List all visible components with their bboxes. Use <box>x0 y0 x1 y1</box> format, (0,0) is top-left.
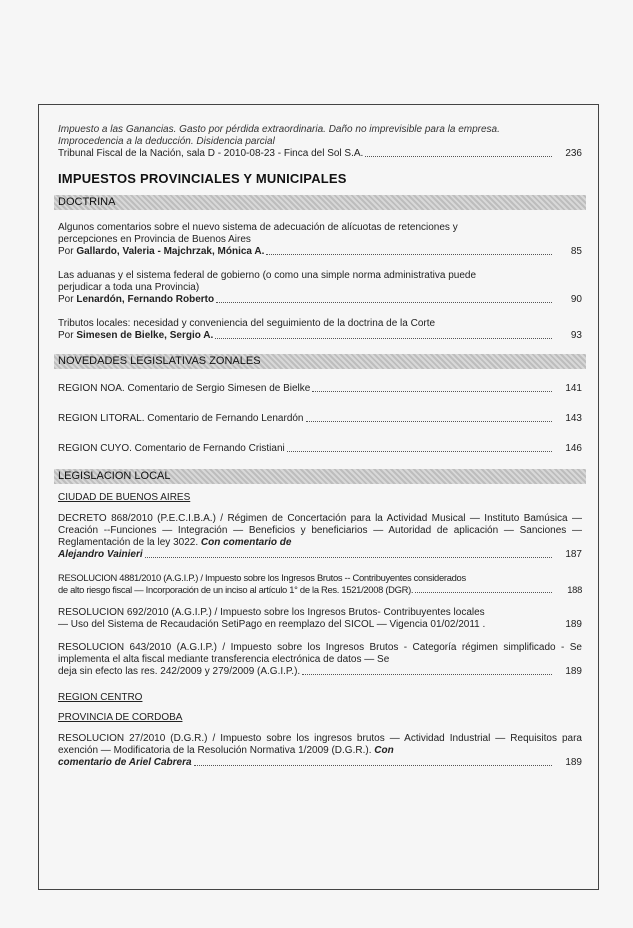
res643-last-line <box>58 666 582 678</box>
doctrina-item-text-1: Algunos comentarios sobre el nuevo sistema de adecuación de alícuotas de retenciones y <box>58 222 458 233</box>
intro-source: Tribunal Fiscal de la Nación, sala D - 2010-08-23 - Finca del Sol S.A. <box>58 148 364 159</box>
doctrina-item-text-1: Tributos locales: necesidad y conveniencia del seguimiento de la doctrina de la Corte <box>58 318 436 329</box>
subsection-cordoba: PROVINCIA DE CORDOBA <box>58 712 183 723</box>
decreto-comment-label: Con comentario de <box>200 537 292 548</box>
doctrina-item-text-2: perjudicar a toda una Provincia) <box>58 282 200 293</box>
doctrina-item <box>58 222 582 258</box>
page-number: 187 <box>565 549 582 560</box>
dot-leader <box>306 421 553 422</box>
page-number: 236 <box>565 148 582 159</box>
dot-leader <box>365 156 552 157</box>
subsection-caba: CIUDAD DE BUENOS AIRES <box>58 492 191 503</box>
res643-text: RESOLUCION 643/2010 (A.G.I.P.) / Impuesto sobre los Ingresos Brutos - Categoría régimen simplificado - Se implementa el alta fiscal mediante transferencia electrónica de datos — Se <box>58 642 582 665</box>
dot-leader <box>216 302 552 303</box>
decreto-author-line <box>58 549 582 561</box>
res643-text-end: deja sin efecto las res. 242/2009 y 279/2009 (A.G.I.P.). <box>58 666 301 677</box>
novedades-item <box>58 443 582 455</box>
res4881-entry <box>58 572 582 596</box>
novedades-band <box>54 354 586 369</box>
res27-comment-label: Con <box>374 745 394 756</box>
res692-text: — Uso del Sistema de Recaudación SetiPago en reemplazo del SICOL — Vigencia 01/02/2011 . <box>58 619 486 630</box>
author-prefix: Por <box>58 246 77 257</box>
res4881-line-2 <box>58 584 582 596</box>
page-number: 141 <box>565 383 582 394</box>
doctrina-item <box>58 270 582 306</box>
dot-leader <box>302 674 552 675</box>
doctrina-item-author-line <box>58 246 582 258</box>
page-number: 93 <box>570 330 582 341</box>
res27-author: comentario de Ariel Cabrera <box>58 757 192 768</box>
doctrina-item-text-1: Las aduanas y el sistema federal de gobierno (o como una simple norma administrativa puede <box>58 270 477 281</box>
section-heading: IMPUESTOS PROVINCIALES Y MUNICIPALES <box>58 171 347 186</box>
page-number: 146 <box>565 443 582 454</box>
decreto-entry <box>58 513 582 561</box>
subsection-region-centro: REGION CENTRO <box>58 692 143 703</box>
res27-entry <box>58 733 582 769</box>
res4881-text: de alto riesgo fiscal — Incorporación de un inciso al artículo 1° de la Res. 1521/2008 (DGR). <box>58 584 414 595</box>
author-prefix: Por <box>58 330 77 341</box>
doctrina-band <box>54 195 586 210</box>
page-number: 189 <box>565 619 582 630</box>
intro-entry <box>58 124 582 160</box>
res692-line-1: RESOLUCION 692/2010 (A.G.I.P.) / Impuesto sobre los Ingresos Brutos- Contribuyentes locales <box>58 607 485 618</box>
intro-line-1: Impuesto a las Ganancias. Gasto por pérdida extraordinaria. Daño no imprevisible para la empresa. <box>58 124 500 135</box>
dot-leader <box>194 765 552 766</box>
novedades-item-text: REGION NOA. Comentario de Sergio Simesen de Bielke <box>58 383 311 394</box>
novedades-item-text: REGION LITORAL. Comentario de Fernando Lenardón <box>58 413 304 424</box>
doctrina-title: DOCTRINA <box>58 196 116 208</box>
doctrina-item <box>58 318 582 342</box>
res692-line-2 <box>58 619 582 631</box>
dot-leader <box>145 557 552 558</box>
decreto-text: DECRETO 868/2010 (P.E.C.I.B.A.) / Régimen de Concertación para la Actividad Musical — Instituto Bamúsica — Creación --Funciones — Integración — Beneficios y beneficiarios — Autoridad de aplicación — Sanciones — Reglamentación de la ley 3022. <box>58 513 582 548</box>
res27-author-line <box>58 757 582 769</box>
doctrina-item-author-line <box>58 330 582 342</box>
dot-leader <box>312 391 552 392</box>
novedades-title: NOVEDADES LEGISLATIVAS ZONALES <box>58 355 261 367</box>
res4881-line-1: RESOLUCION 4881/2010 (A.G.I.P.) / Impuesto sobre los Ingresos Brutos -- Contribuyentes considerados <box>58 572 466 583</box>
page-number: 85 <box>570 246 582 257</box>
doctrina-item-author-line <box>58 294 582 306</box>
novedades-item <box>58 383 582 395</box>
intro-line-3 <box>58 148 582 160</box>
doctrina-item-text-2: percepciones en Provincia de Buenos Aires <box>58 234 251 245</box>
index-content <box>58 124 582 769</box>
dot-leader <box>287 451 552 452</box>
author-name: Simesen de Bielke, Sergio A. <box>76 330 214 341</box>
novedades-item-text: REGION CUYO. Comentario de Fernando Cristiani <box>58 443 285 454</box>
author-prefix: Por <box>58 294 77 305</box>
page-number: 189 <box>565 666 582 677</box>
res27-text: RESOLUCION 27/2010 (D.G.R.) / Impuesto sobre los ingresos brutos — Actividad Industrial — Requisitos para exención — Modificatoria de la Resolución Normativa 1/2009 (D.G.R.). <box>58 733 582 756</box>
intro-line-2: Improcedencia a la deducción. Disidencia parcial <box>58 136 275 147</box>
novedades-item <box>58 413 582 425</box>
dot-leader <box>415 592 552 593</box>
author-name: Gallardo, Valeria - Majchrzak, Mónica A. <box>76 246 265 257</box>
legislacion-band <box>54 469 586 484</box>
decreto-author: Alejandro Vainieri <box>58 549 143 560</box>
page-number: 90 <box>570 294 582 305</box>
page-number: 143 <box>565 413 582 424</box>
legislacion-title: LEGISLACION LOCAL <box>58 470 171 482</box>
res692-entry <box>58 607 582 631</box>
page-number: 189 <box>565 757 582 768</box>
dot-leader <box>215 338 552 339</box>
dot-leader <box>266 254 552 255</box>
page-number: 188 <box>567 584 582 595</box>
res643-entry <box>58 642 582 678</box>
author-name: Lenardón, Fernando Roberto <box>76 294 215 305</box>
